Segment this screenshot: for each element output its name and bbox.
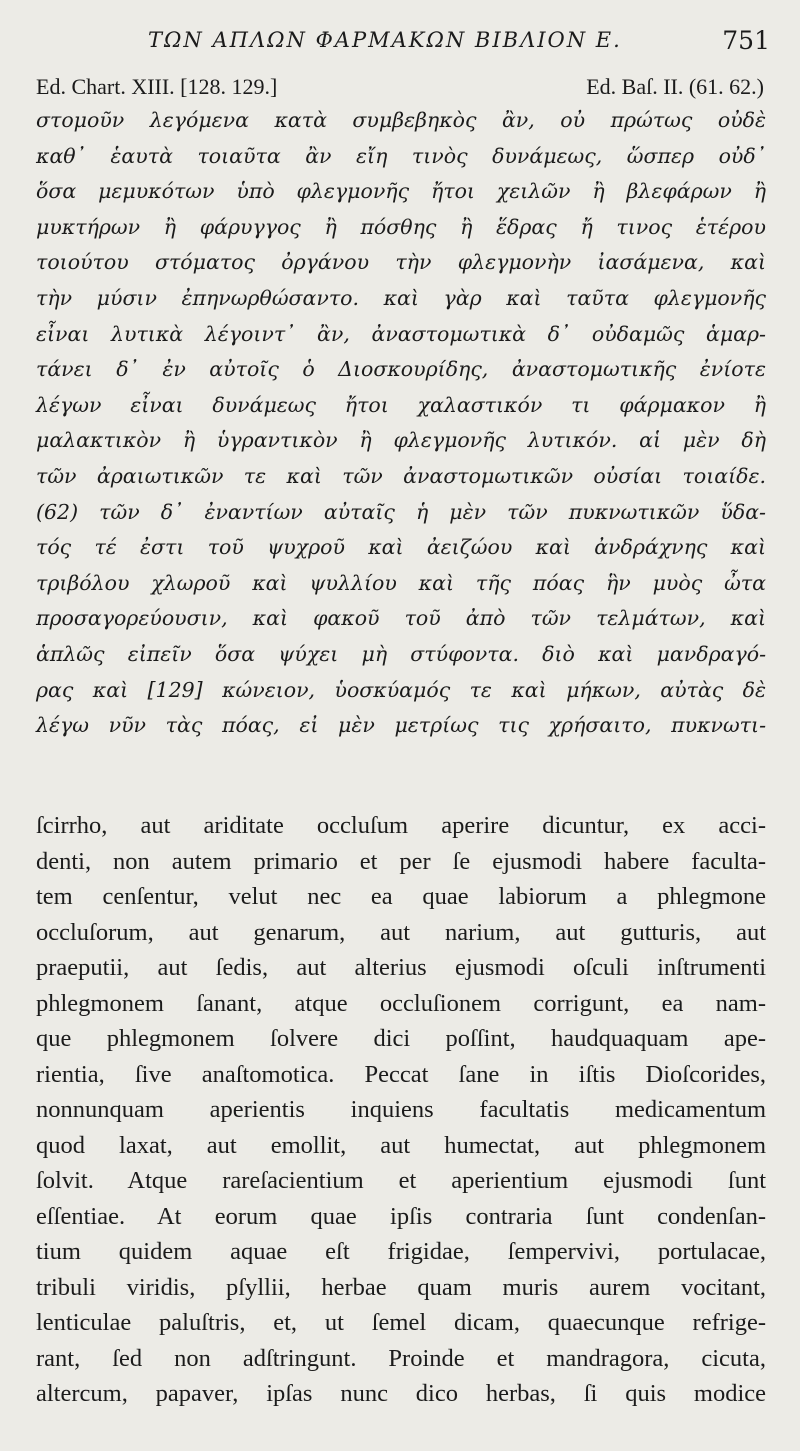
latin-line: denti, non autem primario et per ſe ejusmodi habere faculta- [36, 847, 766, 875]
greek-line: τοιούτου στόματος ὀργάνου τὴν φλεγμονὴν ἰασάμενα, καὶ [36, 250, 766, 275]
greek-line: ἁπλῶς εἰπεῖν ὅσα ψύχει μὴ στύφοντα. διὸ καὶ μανδραγό- [36, 641, 766, 666]
latin-line: nonnunquam aperientis inquiens facultatis medicamentum [36, 1096, 766, 1123]
latin-line: occluſorum, aut genarum, aut narium, aut gutturis, aut [36, 918, 766, 946]
greek-line: τῶν ἀραιωτικῶν τε καὶ τῶν ἀναστομωτικῶν οὐσίαι τοιαίδε. [36, 463, 766, 488]
latin-line: praeputii, aut ſedis, aut alterius ejusmodi oſculi inſtrumenti [36, 954, 766, 981]
greek-line: λέγω νῦν τὰς πόας, εἰ μὲν μετρίως τις χρήσαιτο, πυκνωτι- [36, 713, 766, 738]
greek-line: τάνει δ᾽ ἐν αὐτοῖς ὁ Διοσκουρίδης, ἀναστομωτικῆς ἐνίοτε [36, 357, 766, 382]
greek-line: ρας καὶ [129] κώνειον, ὑοσκύαμός τε καὶ μήκων, αὐτὰς δὲ [36, 677, 766, 702]
edition-chartier-ref: Ed. Chart. XIII. [128. 129.] [36, 74, 278, 99]
greek-line: καθ᾽ ἑαυτὰ τοιαῦτα ἂν εἴη τινὸς δυνάμεως, ὥσπερ οὐδ᾽ [36, 143, 766, 168]
greek-line: μυκτήρων ἢ φάρυγγος ἢ πόσθης ἢ ἕδρας ἤ τινος ἑτέρου [36, 214, 766, 239]
latin-line: tribuli viridis, pſyllii, herbae quam muris aurem vocitant, [36, 1273, 766, 1301]
latin-line: ſolvit. Atque rareſacientium et aperientium ejusmodi ſunt [36, 1167, 766, 1194]
greek-line: στομοῦν λεγόμενα κατὰ συμβεβηκὸς ἂν, οὐ πρώτως οὐδὲ [36, 108, 766, 132]
latin-line: altercum, papaver, ipſas nunc dico herbas, ſi quis modice [36, 1380, 766, 1407]
latin-line: quod laxat, aut emollit, aut humectat, aut phlegmonem [36, 1131, 766, 1159]
latin-line: que phlegmonem ſolvere dici poſſint, haudquaquam ape- [36, 1025, 766, 1052]
greek-line: τὴν μύσιν ἐπηνωρθώσαντο. καὶ γὰρ καὶ ταῦτα φλεγμονῆς [36, 285, 766, 310]
latin-line: phlegmonem ſanant, atque occluſionem corrigunt, ea nam- [36, 989, 766, 1017]
latin-text-block [36, 808, 766, 1412]
latin-line: ſcirrho, aut ariditate occluſum aperire dicuntur, ex acci- [36, 812, 766, 839]
greek-line: τριβόλου χλωροῦ καὶ ψυλλίου καὶ τῆς πόας ἣν μυὸς ὦτα [36, 570, 766, 595]
greek-line: προσαγορεύουσιν, καὶ φακοῦ τοῦ ἀπὸ τῶν τελμάτων, καὶ [36, 606, 766, 631]
edition-basel-ref: Ed. Baſ. II. (61. 62.) [586, 74, 764, 99]
greek-text-block [36, 103, 766, 744]
latin-line: lenticulae paluſtris, et, ut ſemel dicam, quaecunque refrige- [36, 1309, 766, 1336]
greek-line: εἶναι λυτικὰ λέγοιντ᾽ ἂν, ἀναστομωτικὰ δ᾽ οὐδαμῶς ἁμαρ- [36, 321, 766, 346]
running-head [0, 26, 800, 66]
greek-line: μαλακτικὸν ἢ ὑγραντικὸν ἢ φλεγμονῆς λυτικόν. αἱ μὲν δὴ [36, 428, 766, 453]
running-title: ΤΩΝ ΑΠΛΩΝ ΦΑΡΜΑΚΩΝ ΒΙΒΛΙΟΝ Ε. [148, 28, 622, 52]
latin-line: eſſentiae. At eorum quae ipſis contraria ſunt condenſan- [36, 1202, 766, 1230]
page-number: 751 [722, 26, 770, 55]
latin-line: rientia, ſive anaſtomotica. Peccat ſane in iſtis Dioſcorides, [36, 1060, 766, 1088]
latin-line: tium quidem aquae eſt frigidae, ſempervivi, portulacae, [36, 1238, 766, 1265]
latin-line: rant, ſed non adſtringunt. Proinde et mandragora, cicuta, [36, 1344, 766, 1372]
greek-line: (62) τῶν δ᾽ ἐναντίων αὐταῖς ἡ μὲν τῶν πυκνωτικῶν ὕδα- [36, 499, 766, 524]
greek-line: τός τέ ἐστι τοῦ ψυχροῦ καὶ ἀειζώου καὶ ἀνδράχνης καὶ [36, 535, 766, 560]
latin-line: tem cenſentur, velut nec ea quae labiorum a phlegmone [36, 883, 766, 910]
greek-line: ὅσα μεμυκότων ὑπὸ φλεγμονῆς ἤτοι χειλῶν ἢ βλεφάρων ἢ [36, 179, 766, 204]
edition-references [36, 74, 764, 104]
greek-line: λέγων εἶναι δυνάμεως ἤτοι χαλαστικόν τι φάρμακον ἢ [36, 392, 766, 417]
